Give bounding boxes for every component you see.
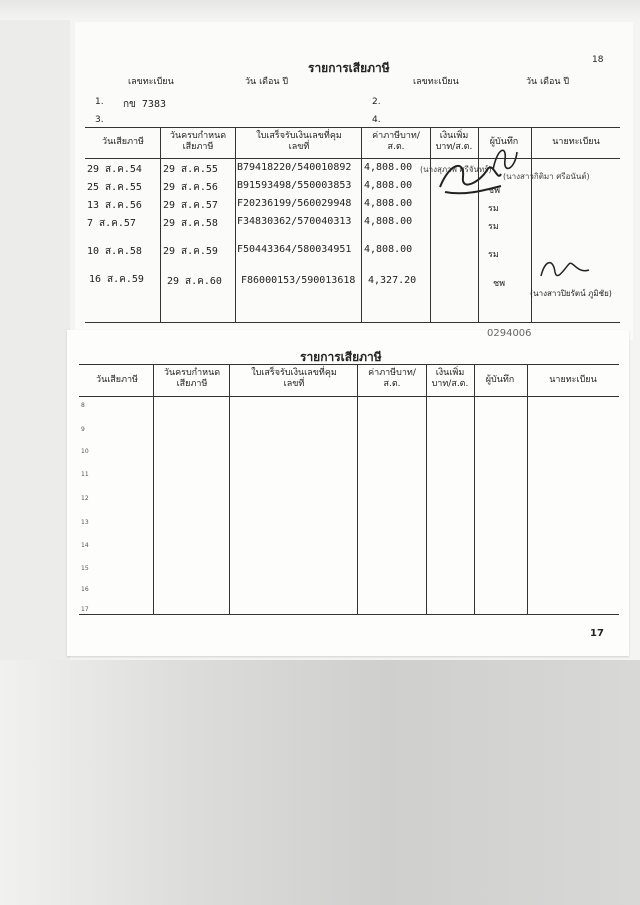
col-sep bbox=[357, 364, 358, 614]
entry-num-2: 2. bbox=[372, 97, 381, 107]
paid-date: 10 ส.ค.58 bbox=[87, 246, 142, 257]
top-table-top-line bbox=[85, 127, 620, 128]
top-table-header-line bbox=[85, 158, 620, 159]
row-number: 17 bbox=[81, 606, 89, 613]
due-date: 29 ส.ค.60 bbox=[167, 276, 222, 287]
page-number-bottom: 17 bbox=[590, 628, 604, 639]
due-date: 29 ส.ค.58 bbox=[163, 218, 218, 229]
tax-amount: 4,808.00 bbox=[364, 216, 413, 227]
col-header-registrar: นายทะเบียน bbox=[549, 375, 597, 385]
signature-scribble-3 bbox=[535, 250, 595, 286]
recorder-initials: ชพ bbox=[493, 279, 506, 289]
tax-amount: 4,808.00 bbox=[364, 162, 413, 173]
col-sep bbox=[235, 127, 236, 322]
receipt-number: B91593498/550003853 bbox=[237, 180, 352, 191]
reg-label-1: เลขทะเบียน bbox=[128, 77, 174, 87]
signature-scribble-2 bbox=[487, 140, 523, 182]
top-tax-record-sheet bbox=[75, 22, 633, 340]
recorder-initials: รม bbox=[488, 204, 499, 214]
col-header-receipt: ใบเสร็จรับเงินเลขที่คุมเลขที่ bbox=[256, 131, 342, 152]
entry-num-3: 3. bbox=[95, 115, 104, 125]
col-header-due-date: วันครบกำหนดเสียภาษี bbox=[169, 131, 227, 152]
bottom-form-title: รายการเสียภาษี bbox=[300, 350, 382, 364]
col-sep bbox=[153, 364, 154, 614]
paid-date: 25 ส.ค.55 bbox=[87, 182, 142, 193]
col-sep bbox=[361, 127, 362, 322]
scan-left-strip bbox=[0, 20, 70, 680]
page-number-top: 18 bbox=[592, 55, 604, 65]
row-number: 13 bbox=[81, 519, 89, 526]
col-sep bbox=[474, 364, 475, 614]
due-date: 29 ส.ค.55 bbox=[163, 164, 218, 175]
row-number: 14 bbox=[81, 542, 89, 549]
receipt-number: F20236199/560029948 bbox=[237, 198, 352, 209]
stamp-text-2: (นางสาวกิติมา ศรีอนันต์) bbox=[503, 172, 590, 181]
date-label-1: วัน เดือน ปี bbox=[245, 77, 289, 87]
col-header-surcharge: เงินเพิ่มบาท/ส.ต. bbox=[435, 131, 473, 152]
receipt-number: F86000153/590013618 bbox=[241, 275, 356, 286]
entry-num-1: 1. bbox=[95, 97, 104, 107]
col-header-receipt: ใบเสร็จรับเงินเลขที่คุมเลขที่ bbox=[251, 368, 337, 389]
bottom-tax-record-sheet bbox=[67, 330, 629, 656]
due-date: 29 ส.ค.59 bbox=[163, 246, 218, 257]
paid-date: 16 ส.ค.59 bbox=[89, 274, 144, 285]
stamp-text-1: (นางสุภาพ ศรีจันทร์) bbox=[420, 165, 492, 174]
col-header-recorder: ผู้บันทึก bbox=[489, 137, 519, 147]
registrar-name: (นางสาวปิยรัตน์ ภูมิชัย) bbox=[530, 289, 612, 298]
entry-num-4: 4. bbox=[372, 115, 381, 125]
col-header-tax: ค่าภาษีบาท/ส.ต. bbox=[372, 131, 420, 152]
tax-amount: 4,808.00 bbox=[364, 198, 413, 209]
tax-amount: 4,808.00 bbox=[364, 244, 413, 255]
plate-number: กข 7383 bbox=[123, 99, 166, 110]
scan-lower-background bbox=[0, 660, 640, 905]
recorder-initials: รม bbox=[488, 250, 499, 260]
col-sep bbox=[229, 364, 230, 614]
col-sep bbox=[426, 364, 427, 614]
paid-date: 7 ส.ค.57 bbox=[87, 218, 136, 229]
col-header-paid-date: วันเสียภาษี bbox=[102, 137, 144, 147]
date-label-2: วัน เดือน ปี bbox=[526, 77, 570, 87]
row-number: 11 bbox=[81, 471, 89, 478]
row-number: 9 bbox=[81, 426, 85, 433]
tax-amount: 4,808.00 bbox=[364, 180, 413, 191]
row-number: 8 bbox=[81, 402, 85, 409]
col-header-due-date: วันครบกำหนดเสียภาษี bbox=[163, 368, 221, 389]
bottom-table-bottom-line bbox=[79, 614, 619, 615]
col-header-recorder: ผู้บันทึก bbox=[485, 375, 515, 385]
row-number: 16 bbox=[81, 586, 89, 593]
col-sep bbox=[430, 127, 431, 322]
scan-top-edge bbox=[0, 0, 640, 20]
col-header-paid-date: วันเสียภาษี bbox=[96, 375, 138, 385]
col-header-tax: ค่าภาษีบาท/ส.ต. bbox=[368, 368, 416, 389]
col-sep bbox=[527, 364, 528, 614]
reg-label-2: เลขทะเบียน bbox=[413, 77, 459, 87]
row-number: 12 bbox=[81, 495, 89, 502]
row-number: 10 bbox=[81, 448, 89, 455]
paid-date: 29 ส.ค.54 bbox=[87, 164, 142, 175]
number-fragment: 0294006 bbox=[487, 328, 532, 339]
col-sep bbox=[160, 127, 161, 322]
receipt-number: F50443364/580034951 bbox=[237, 244, 352, 255]
paid-date: 13 ส.ค.56 bbox=[87, 200, 142, 211]
receipt-number: B79418220/540010892 bbox=[237, 162, 352, 173]
recorder-initials: รม bbox=[488, 222, 499, 232]
col-header-surcharge: เงินเพิ่มบาท/ส.ต. bbox=[431, 368, 469, 389]
due-date: 29 ส.ค.56 bbox=[163, 182, 218, 193]
top-table-bottom-line bbox=[85, 322, 620, 323]
row-number: 15 bbox=[81, 565, 89, 572]
tax-amount: 4,327.20 bbox=[368, 275, 417, 286]
bottom-table-header-line bbox=[79, 396, 619, 397]
receipt-number: F34830362/570040313 bbox=[237, 216, 352, 227]
top-form-title: รายการเสียภาษี bbox=[308, 61, 390, 75]
col-header-registrar: นายทะเบียน bbox=[552, 137, 600, 147]
recorder-initials: ชพ bbox=[488, 186, 501, 196]
bottom-table-top-line bbox=[79, 364, 619, 365]
due-date: 29 ส.ค.57 bbox=[163, 200, 218, 211]
